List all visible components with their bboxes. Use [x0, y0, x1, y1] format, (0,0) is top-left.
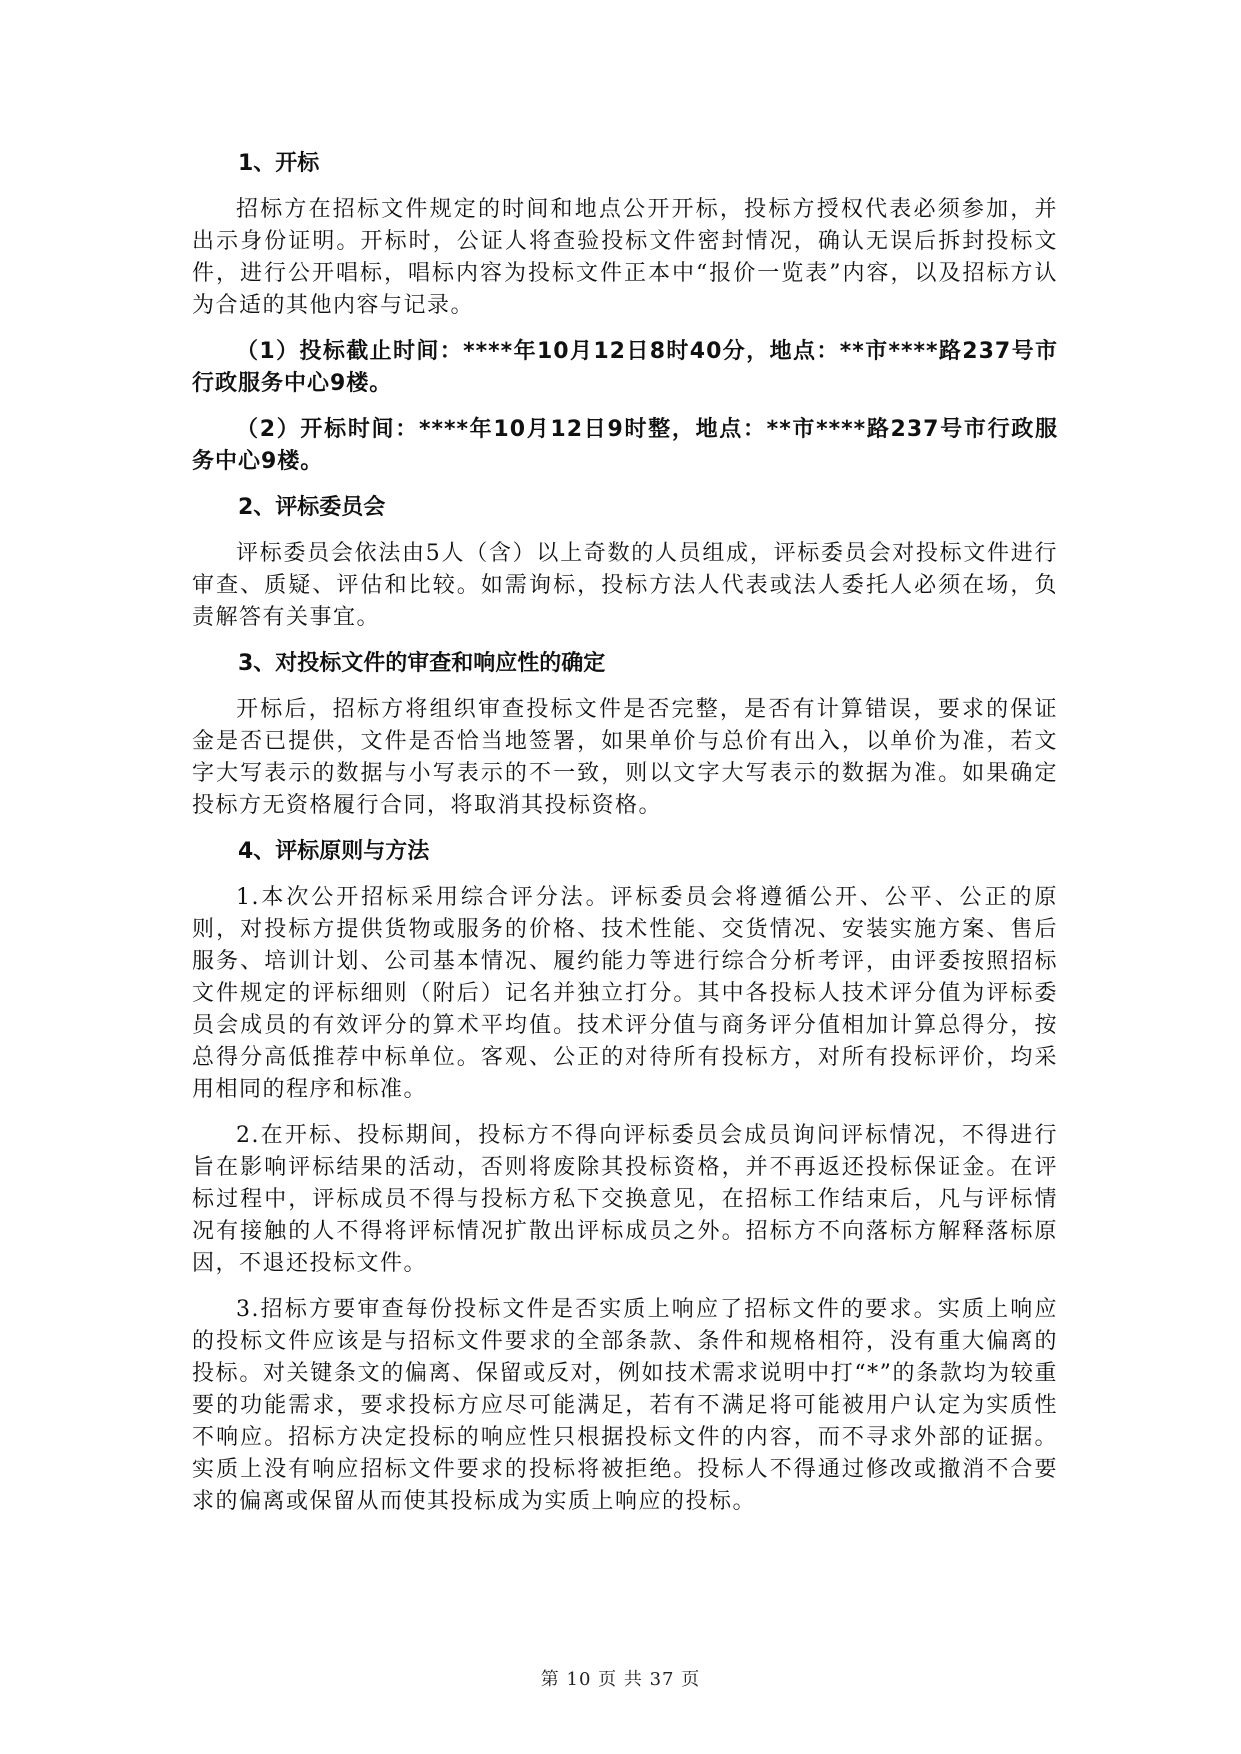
section-heading-committee: 2、评标委员会 [238, 495, 386, 520]
paragraph-principles-3: 3.招标方要审查每份投标文件是否实质上响应了招标文件的要求。实质上响应的投标文件应该是与招标文件要求的全部条款、条件和规格相符，没有重大偏离的投标。对关键条文的偏离、保留或反对，例如技术需求说明中打“*”的条款均为较重要的功能需求，要求投标方应尽可能满足，若有不满足将可能被用户认定为实质性不响应。招标方决定投标的响应性只根据投标文件的内容，而不寻求外部的证据。实质上没有响应招标文件要求的投标将被拒绝。投标人不得通过修改或撤消不合要求的偏离或保留从而使其投标成为实质上响应的投标。 [192, 1297, 1058, 1514]
paragraph-review: 开标后，招标方将组织审查投标文件是否完整，是否有计算错误，要求的保证金是否已提供，文件是否恰当地签署，如果单价与总价有出入，以单价为准，若文字大写表示的数据与小写表示的不一致，则以文字大写表示的数据为准。如果确定投标方无资格履行合同，将取消其投标资格。 [192, 697, 1058, 818]
page-number-footer: 第 10 页 共 37 页 [540, 1669, 701, 1690]
opening-time-item: （2）开标时间：****年10月12日9时整，地点：**市****路237号市行政服务中心9楼。 [192, 417, 1058, 474]
section-heading-principles: 4、评标原则与方法 [238, 839, 430, 864]
paragraph-opening: 招标方在招标文件规定的时间和地点公开开标，投标方授权代表必须参加，并出示身份证明。开标时，公证人将查验投标文件密封情况，确认无误后拆封投标文件，进行公开唱标，唱标内容为投标文件正本中“报价一览表”内容，以及招标方认为合适的其他内容与记录。 [192, 197, 1058, 318]
section-heading-review: 3、对投标文件的审查和响应性的确定 [238, 651, 606, 676]
paragraph-principles-2: 2.在开标、投标期间，投标方不得向评标委员会成员询问评标情况，不得进行旨在影响评标结果的活动，否则将废除其投标资格，并不再返还投标保证金。在评标过程中，评标成员不得与投标方私下交换意见，在招标工作结束后，凡与评标情况有接触的人不得将评标情况扩散出评标成员之外。招标方不向落标方解释落标原因，不退还投标文件。 [192, 1123, 1058, 1276]
document-body [192, 148, 1058, 1532]
section-heading-opening: 1、开标 [238, 151, 320, 176]
paragraph-committee: 评标委员会依法由5人（含）以上奇数的人员组成，评标委员会对投标文件进行审查、质疑、评估和比较。如需询标，投标方法人代表或法人委托人必须在场，负责解答有关事宜。 [192, 541, 1058, 630]
paragraph-principles-1: 1.本次公开招标采用综合评分法。评标委员会将遵循公开、公平、公正的原则，对投标方提供货物或服务的价格、技术性能、交货情况、安装实施方案、售后服务、培训计划、公司基本情况、履约能力等进行综合分析考评，由评委按照招标文件规定的评标细则（附后）记名并独立打分。其中各投标人技术评分值为评标委员会成员的有效评分的算术平均值。技术评分值与商务评分值相加计算总得分，按总得分高低推荐中标单位。客观、公正的对待所有投标方，对所有投标评价，均采用相同的程序和标准。 [192, 885, 1058, 1102]
bid-deadline-item: （1）投标截止时间：****年10月12日8时40分，地点：**市****路237号市行政服务中心9楼。 [192, 339, 1058, 396]
